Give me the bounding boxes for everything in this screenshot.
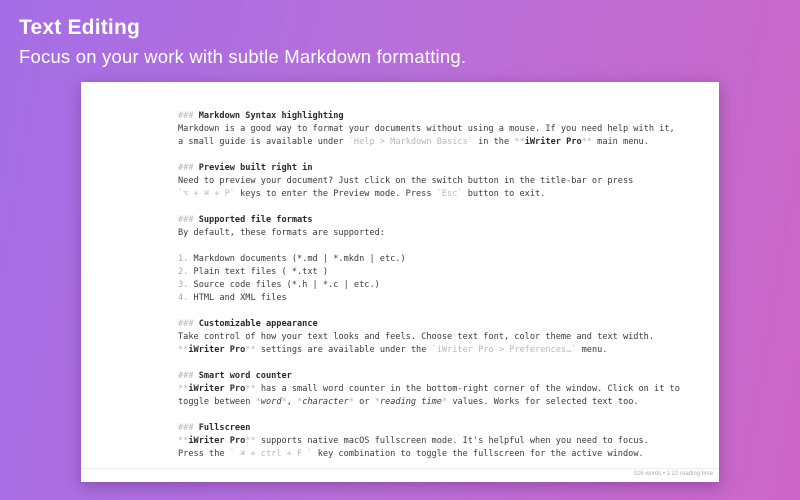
editor-window: [81, 82, 719, 482]
text-run: or: [354, 397, 375, 407]
list-item: [178, 253, 698, 266]
paragraph-line: [178, 448, 698, 461]
bold-marker: **: [178, 384, 189, 394]
code-span: `⌥ + ⌘ + P`: [178, 189, 235, 199]
subheadline: Focus on your work with subtle Markdown formatting.: [19, 46, 467, 67]
paragraph-line: By default, these formats are supported:: [178, 228, 385, 238]
text-run: ,: [286, 397, 298, 407]
heading-marker: ###: [178, 215, 199, 225]
heading-preview: [178, 162, 698, 175]
paragraph-line: [178, 188, 698, 201]
heading-markdown-syntax: [178, 110, 698, 123]
heading-marker: ###: [178, 423, 199, 433]
word-counter[interactable]: 326 words • 1:22 reading time: [633, 471, 713, 477]
list-text: Source code files (*.h | *.c | etc.): [193, 280, 380, 290]
list-item: [178, 292, 698, 305]
text-run: has a small word counter in the bottom-right corner of the window. Click on it to: [255, 384, 680, 394]
paragraph-line: Markdown is a good way to format your documents without using a mouse. If you need help with it,: [178, 124, 675, 134]
heading-file-formats: [178, 214, 698, 227]
italic-text: word: [260, 397, 282, 407]
heading-text: Smart word counter: [198, 371, 292, 381]
status-bar: [81, 468, 719, 482]
text-run: Press the: [178, 449, 230, 459]
text-run: keys to enter the Preview mode. Press: [234, 189, 437, 199]
text-run: a small guide is available under: [178, 137, 349, 147]
bold-marker: **: [581, 137, 592, 147]
headline: Text Editing: [19, 16, 141, 39]
code-span: `Esc`: [436, 189, 463, 199]
text-run: toggle between: [178, 397, 256, 407]
bold-marker: **: [245, 384, 256, 394]
paragraph-line: [178, 435, 698, 448]
heading-marker: ###: [178, 163, 199, 173]
text-run: menu.: [576, 345, 608, 355]
bold-text: iWriter Pro: [188, 436, 246, 446]
italic-text: reading time: [379, 397, 442, 407]
italic-marker: *: [441, 397, 448, 407]
bold-marker: **: [245, 436, 256, 446]
text-run: settings are available under the: [255, 345, 432, 355]
italic-marker: *: [297, 397, 303, 407]
list-text: Markdown documents (*.md | *.mkdn | etc.): [193, 254, 406, 264]
paragraph-line: [178, 136, 698, 149]
code-span: `iWriter Pro > Preferences…`: [431, 345, 577, 355]
code-span: ` ⌘ + ctrl + F `: [229, 449, 313, 459]
heading-fullscreen: [178, 422, 698, 435]
paragraph-line: [178, 344, 698, 357]
bold-marker: **: [245, 345, 256, 355]
heading-text: Markdown Syntax highlighting: [198, 111, 344, 121]
text-run: values. Works for selected text too.: [447, 397, 639, 407]
heading-text: Customizable appearance: [198, 319, 318, 329]
list-number: 2.: [178, 267, 194, 277]
paragraph-line: [178, 396, 698, 409]
list-number: 4.: [178, 293, 194, 303]
heading-text: Supported file formats: [198, 215, 313, 225]
text-run: in the: [472, 137, 515, 147]
bold-text: iWriter Pro: [188, 384, 246, 394]
italic-text: character: [302, 397, 349, 407]
italic-marker: *: [255, 397, 261, 407]
heading-appearance: [178, 318, 698, 331]
text-run: supports native macOS fullscreen mode. It's helpful when you need to focus.: [255, 436, 649, 446]
list-text: HTML and XML files: [193, 293, 287, 303]
bold-marker: **: [514, 137, 525, 147]
text-run: key combination to toggle the fullscreen for the active window.: [312, 449, 644, 459]
bold-marker: **: [178, 436, 189, 446]
list-number: 3.: [178, 280, 194, 290]
heading-marker: ###: [178, 111, 199, 121]
text-run: button to exit.: [462, 189, 546, 199]
heading-marker: ###: [178, 371, 199, 381]
code-span: `Help > Markdown Basics`: [348, 137, 473, 147]
bold-marker: **: [178, 345, 189, 355]
italic-marker: *: [348, 397, 354, 407]
heading-text: Fullscreen: [198, 423, 251, 433]
bold-text: iWriter Pro: [188, 345, 246, 355]
paragraph-line: Need to preview your document? Just click on the switch button in the title-bar or press: [178, 176, 634, 186]
list-item: [178, 266, 698, 279]
list-number: 1.: [178, 254, 194, 264]
italic-marker: *: [374, 397, 380, 407]
text-run: main menu.: [591, 137, 649, 147]
heading-text: Preview built right in: [198, 163, 313, 173]
text-editor[interactable]: [178, 110, 698, 461]
italic-marker: *: [281, 397, 287, 407]
paragraph-line: Take control of how your text looks and feels. Choose text font, color theme and text width.: [178, 332, 654, 342]
list-item: [178, 279, 698, 292]
paragraph-line: [178, 383, 698, 396]
heading-marker: ###: [178, 319, 199, 329]
heading-word-counter: [178, 370, 698, 383]
list-text: Plain text files ( *.txt ): [193, 267, 329, 277]
bold-text: iWriter Pro: [524, 137, 582, 147]
